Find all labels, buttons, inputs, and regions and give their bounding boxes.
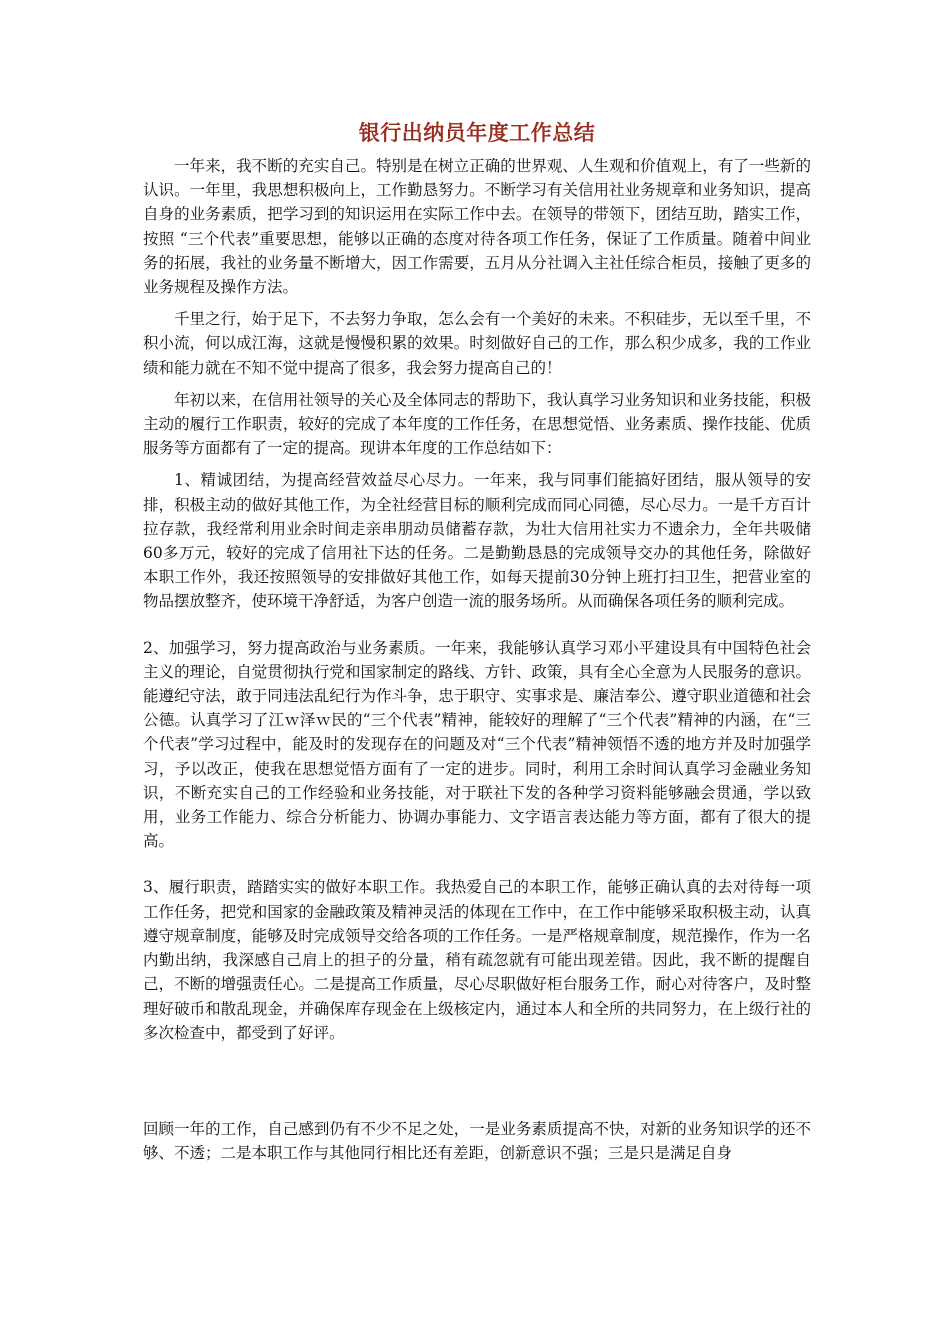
paragraph-section-2: 2、加强学习，努力提高政治与业务素质。一年来，我能够认真学习邓小平建设具有中国特色社会主义的理论，自觉贯彻执行党和国家制定的路线、方针、政策，具有全心全意为人民服务的意识。能遵纪守法，敢于同违法乱纪行为作斗争，忠于职守、实事求是、廉洁奉公、遵守职业道德和社会公德。认真学习了江ｗ泽ｗ民的“三个代表”精神，能较好的理解了“三个代表”精神的内涵，在“三个代表”学习过程中，能及时的发现存在的问题及对“三个代表”精神领悟不透的地方并及时加强学习，予以改正，使我在思想觉悟方面有了一定的进步。同时，利用工余时间认真学习金融业务知识，不断充实自己的工作经验和业务技能，对于联社下发的各种学习资料能够融会贯通，学以致用，业务工作能力、综合分析能力、协调办事能力、文字语言表达能力等方面，都有了很大的提高。 (143, 638, 811, 851)
document-title: 银行出纳员年度工作总结 (358, 120, 596, 145)
document-page (143, 118, 811, 1165)
paragraph-journey: 千里之行，始于足下，不去努力争取，怎么会有一个美好的未来。不积硅步，无以至千里，不积小流，何以成江海，这就是慢慢积累的效果。时刻做好自己的工作，那么积少成多，我的工作业绩和能力就在不知不觉中提高了很多，我会努力提高自己的！ (143, 310, 811, 377)
paragraph-overview: 年初以来，在信用社领导的关心及全体同志的帮助下，我认真学习业务知识和业务技能，积极主动的履行工作职责，较好的完成了本年度的工作任务，在思想觉悟、业务素质、操作技能、优质服务等方面都有了一定的提高。现讲本年度的工作总结如下： (143, 390, 811, 458)
paragraph-review: 回顾一年的工作，自己感到仍有不少不足之处，一是业务素质提高不快，对新的业务知识学的还不够、不透；二是本职工作与其他同行相比还有差距，创新意识不强；三是只是满足自身 (143, 1119, 811, 1163)
paragraph-section-3: 3、履行职责，踏踏实实的做好本职工作。我热爱自己的本职工作，能够正确认真的去对待每一项工作任务，把党和国家的金融政策及精神灵活的体现在工作中，在工作中能够采取积极主动，认真遵守规章制度，能够及时完成领导交给各项的工作任务。一是严格规章制度，规范操作，作为一名内勤出纳，我深感自己肩上的担子的分量，稍有疏忽就有可能出现差错。因此，我不断的提醒自己，不断的增强责任心。二是提高工作质量，尽心尽职做好柜台服务工作，耐心对待客户，及时整理好破币和散乱现金，并确保库存现金在上级核定内，通过本人和全所的共同努力，在上级行社的多次检查中，都受到了好评。 (143, 878, 811, 1042)
paragraph-intro: 一年来，我不断的充实自己。特别是在树立正确的世界观、人生观和价值观上，有了一些新的认识。一年里，我思想积极向上，工作勤恳努力。不断学习有关信用社业务规章和业务知识，提高自身的业务素质，把学习到的知识运用在实际工作中去。在领导的带领下，团结互助，踏实工作，按照 “三个代表”重要思想，能够以正确的态度对待各项工作任务，保证了工作质量。随着中间业务的拓展，我社的业务量不断增大，因工作需要，五月从分社调入主社任综合柜员，接触了更多的业务规程及操作方法。 (143, 157, 811, 297)
paragraph-section-1: 1、精诚团结，为提高经营效益尽心尽力。一年来，我与同事们能搞好团结，服从领导的安排，积极主动的做好其他工作，为全社经营目标的顺利完成而同心同德，尽心尽力。一是千方百计拉存款，我经常利用业余时间走亲串朋动员储蓄存款，为壮大信用社实力不遗余力，全年共吸储60多万元，较好的完成了信用社下达的任务。二是勤勤恳恳的完成领导交办的其他任务，除做好本职工作外，我还按照领导的安排做好其他工作，如每天提前30分钟上班打扫卫生，把营业室的物品摆放整齐，使环境干净舒适，为客户创造一流的服务场所。从而确保各项任务的顺利完成。 (143, 471, 811, 611)
